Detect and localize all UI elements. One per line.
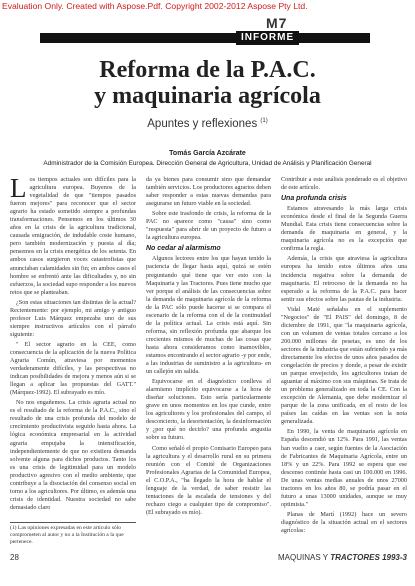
paragraph: os tiempos actuales son difíciles para la agricultura europea. Buyenos de la vegetalidad de que "tiempos pasados fueron mejores" para reconocer que el sector agrario ha estado sometido siempre a profundas transformaciones. Pensemos en los últimos 30 años en la crisis de la agricultura tradicional, causada emigración, de indudable coste humano, pero también modernización y puesta al día; pensemos en la crisis energética de los setenta. En ambos casos surgieron voces catastrofistas que anunciaban calamidades sin fin; en ambos casos el hombre se enfrentó ante las dificultades y, no sin esfuerzos, la sociedad supo responder a los nuevos retos que se planteaban.: [10, 176, 136, 296]
paragraph: ¿Son estas situaciones tan distintas de la actual? Recientemente: por ejemplo, mi amigo y antiguo profesor Luis Márquez empezaba uno de sus siempre instructivos artículos con el párrafo siguiente:: [10, 298, 136, 338]
footer-issue: 1993-3: [382, 553, 407, 562]
paragraph: Estamos atravesando la más larga crisis económica desde el final de la Segunda Guerra Mundial. Esta crisis tiene consecuencias sobre la demanda de maquinaria en general, y la maquinaria agrícola no es la excepción que confirma la regla.: [281, 205, 407, 253]
footnote: (1) Las opiniones expresadas en este artículo sólo comprometen al autor y no a la Institución a la que pertenece.: [10, 522, 136, 545]
magazine-footer: [278, 553, 407, 562]
subtitle-text: Apuntes y reflexiones: [147, 118, 258, 130]
paragraph: Contribuir a este análisis ponderado es el objetivo de este artículo.: [281, 176, 407, 192]
text-column-2: [146, 176, 271, 519]
paragraph: Planas de Martí (1992) hace un severo diagnóstico de la situación actual en el sectores agrícolas:: [281, 510, 407, 534]
paragraph: No nos engañemos. La crisis agraria actual no es el resultado de la reforma de la P.A.C., sino el resultado de una crisis profunda del modelo de crecimiento productivista seguido hasta ahora. La lógica económica empresarial en la actividad agraria empujaba la intensificación, independientemente de que no existiera demanda solvente alguna para dichos productos. Tanto los es una crisis de legitimidad para un modelo productivo agresivo con el medio ambiente, que contribuye a la disociación del consenso social en torno a los agricultores. Por último, es además una crisis de identidad. Nuestra sociedad no sabe demasiado claro: [10, 399, 136, 511]
paragraph: Sobre este trasfondo de crisis, la reforma de la PAC no aparece como "causa" sino como "respuesta" para abrir de un proyecto de futuro a la agricultura europea.: [146, 210, 271, 242]
text-column-3: [281, 176, 407, 537]
article-subtitle: [0, 118, 415, 130]
footer-prefix: MAQUINAS Y: [278, 553, 328, 562]
section-bar: [40, 33, 370, 43]
section-label: INFORME: [236, 31, 299, 45]
article-title-line1: Reforma de la P.A.C.: [99, 57, 316, 83]
page-mark: M7: [266, 15, 288, 31]
paragraph: Vidal Maté señalaba en el suplemento "Negocios" de "El PAIS" del domingo, 8 de diciembre de 1991, que "la maquinaria agrícola, con un volumen de ventas totales cercano a los 200.000 millones de pesetas, es uno de los sectores de la industria que están sufriendo ya más directamente los efectos de unos años pasados de congelación de precios y donde, a pesar de existir un parque envejecido, los agricultores tratan de aguantar al máximo con sus máquinas. Se trata de un problema generalizado en toda la CE. Con la excepción de Alemania, que debe modernizar el parque de la zona unificada, en el resto de los países las caídas en las ventas son la nota generalizada.: [281, 305, 407, 426]
paragraph: da ya bienes para consumir sino que demandar también servicios. Los productores agrarios deben saber responder a estas nuevas demandas para asegurarse un futuro viable en la sociedad.: [146, 176, 271, 208]
subtitle-note-mark: (1): [260, 118, 268, 125]
author-affiliation: Administrador de la Comisión Europea. Dirección General de Agricultura, Unidad de Análisis y Planificación General: [43, 160, 372, 167]
author-name: Tomás García Azcárate: [169, 150, 246, 157]
evaluation-watermark: Evaluation Only. Created with Aspose.Pdf. Copyright 2002-2012 Aspose Pty Ltd.: [2, 1, 308, 11]
page-number: 28: [10, 553, 19, 562]
drop-cap: L: [10, 173, 27, 203]
paragraph: Equivocarse en el diagnóstico conlleva el alarmismo implícito equivocarse a la hora de diseñar soluciones. Esto sería particularmente grave en unos momentos en los que cunde, entre los agricultores y los profesionales del campo, el desconcierto, la desorientación, la desinformación y ¿por qué no decirlo? una profunda angustia sobre su futuro.: [146, 378, 271, 442]
paragraph: Como señaló el propio Comisario Europeo para la agricultura y el desarrollo rural en su primera reunión con el Comité de Organizaciones Profesionales Agrarias de la Comunidad Europea, el C.O.P.A., "ha llegado la hora de hablar el lenguaje de la verdad, de saber resistir las tentaciones de la escalada de tensiones y del rechazo ciego a cualquier tipo de compromiso". (El subrayado es mío).: [146, 444, 271, 516]
paragraph: Además, la crisis que atraviesa la agricultura europea ha tenido estos últimos años una incidencia negativa sobre la demanda de maquinaria. El retroceso de la demanda no ha esperado a la reforma de la P.A.C. para hacer sentir sus efectos sobre las pautas de la industria.: [281, 255, 407, 303]
paragraph: En 1990, la venta de maquinaria agrícola en España descendió un 12%. Para 1991, las ventas han vuelto a caer, según fuentes de la Asociación de Fabricantes de Maquinaria Agrícola, entre un 18% y un 22%. Para 1992 se espera que ese descenso continúe hasta casi un 100.000 en 1996. De unas ventas medias anuales de unos 27000 tractores en los años 80, se podría pasar en el futuro a unas 13000 unidades, aunque se muy optimista.": [281, 428, 407, 508]
footer-brand: TRACTORES: [330, 553, 380, 562]
paragraph: Algunos lectores entre los que hayan tenido la paciencia de llegar hasta aquí, quizá se estén preguntando qué tiene que ver esto con la Maquinaria y las Tractores. Pues tiene mucho que ver porque el análisis de las consecuencias sobre la demanda de maquinaria agrícola de la reforma de la PAC sólo puede hacerse si se compara el escenario de la reforma con el de la continuidad de la política actual. La crisis está aquí. Sin reforma, sin reflexión profunda que abarque los crecientes mismos de muchas de las cosas que hasta ahora consideramos como inamovibles, estamos encontrando el sector agrario -y por ende, a las industrias de suministro a la agricultura- en un callejón sin salida.: [146, 255, 271, 376]
section-heading: No cedar al alarmismo: [146, 245, 221, 253]
section-heading: Una profunda crisis: [281, 195, 347, 203]
article-title-line2: y maquinaria agrícola: [94, 83, 321, 109]
text-column-1: [10, 173, 136, 514]
paragraph: " El sector agrario en la CEE, como consecuencia de la aplicación de la nueva Política Agraria Común, atraviesa por momentos verdaderamente difíciles, y las perspectivas no indican posibilidades de mejora y menos aún si se llegan a aplicar las propuestas del GATT." (Márquez-1992). El subrayado es mío.: [10, 340, 136, 397]
